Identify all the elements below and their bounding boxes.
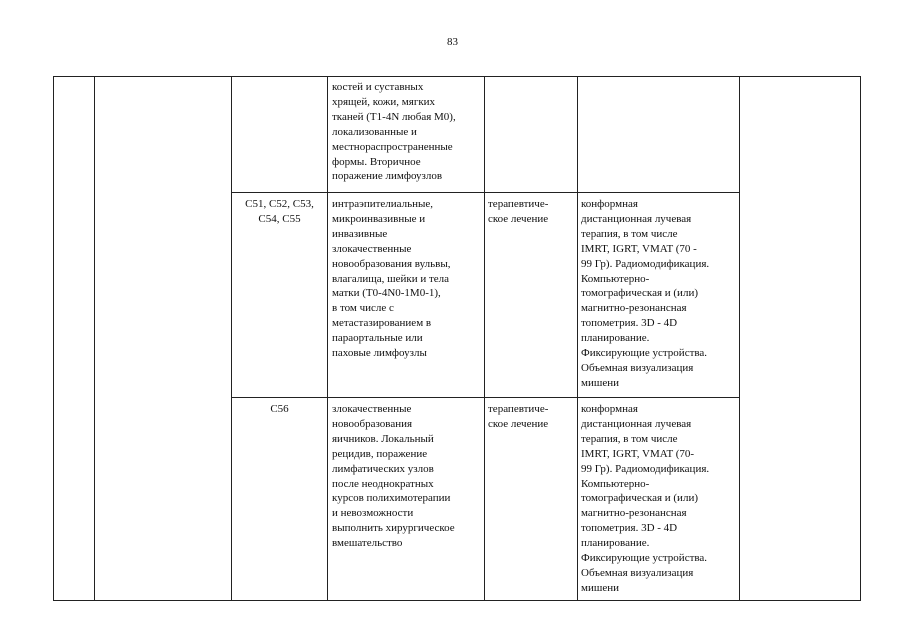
row0-diagnosis-line: хрящей, кожи, мягких — [332, 95, 436, 108]
row1-method-line: терапия, в том числе — [581, 227, 678, 240]
row1-treatment-cell — [488, 197, 548, 227]
row2-diagnosis-line: выполнить хирургическое — [332, 522, 455, 535]
row1-diagnosis-line: микроинвазивные и — [332, 212, 426, 225]
row1-method-line: томографическая и (или) — [581, 287, 698, 300]
row2-method-line: Фиксирующие устройства. — [581, 552, 708, 565]
row2-diagnosis-line: рецидив, поражение — [332, 447, 428, 460]
row1-method-line: IMRT, IGRT, VMAT (70 - — [581, 242, 697, 255]
row1-method-line: 99 Гр). Радиомодификация. — [581, 257, 710, 270]
row2-method-line: Компьютерно- — [581, 477, 650, 490]
row1-method-line: дистанционная лучевая — [581, 212, 692, 225]
row1-method-line: магнитно-резонансная — [581, 302, 687, 315]
row0-diagnosis-line: формы. Вторичное — [332, 155, 421, 168]
row2-diagnosis-cell — [332, 402, 455, 551]
row1-diagnosis-line: интраэпителиальные, — [332, 198, 434, 210]
row2-code-line: C56 — [270, 403, 289, 415]
row1-method-line: Компьютерно- — [581, 272, 650, 285]
row2-diagnosis-line: злокачественные — [332, 403, 412, 415]
row1-method-line: Фиксирующие устройства. — [581, 347, 708, 360]
row2-treatment-cell — [488, 402, 548, 432]
row1-diagnosis-cell — [332, 197, 450, 361]
row1-diagnosis-line: злокачественные — [332, 242, 412, 255]
row1-method-line: Объемная визуализация — [581, 361, 694, 374]
col-border-6 — [739, 76, 740, 601]
row0-diagnosis-line: тканей (Т1-4N любая М0), — [332, 110, 456, 123]
row1-method-line: планирование. — [581, 332, 650, 345]
col-border-4 — [484, 76, 485, 601]
row2-method-line: топометрия. 3D - 4D — [581, 522, 678, 535]
row2-method-cell — [581, 402, 709, 596]
row1-diagnosis-line: метастазированием в — [332, 317, 432, 330]
row1-codes-cell — [232, 197, 327, 227]
row2-method-line: Объемная визуализация — [581, 566, 694, 579]
row2-diagnosis-line: и невозможности — [332, 507, 414, 520]
row2-method-line: мишени — [581, 581, 619, 594]
row1-treatment-line: терапевтиче- — [488, 198, 549, 210]
row2-method-line: дистанционная лучевая — [581, 417, 692, 430]
row0-diagnosis-line: местнораспространенные — [332, 140, 453, 153]
page-number: 83 — [447, 36, 458, 48]
row2-method-line: магнитно-резонансная — [581, 507, 687, 520]
col-border-3 — [327, 76, 328, 601]
row2-treatment-line: терапевтиче- — [488, 403, 549, 415]
col-border-7 — [860, 76, 861, 601]
row1-treatment-line: ское лечение — [488, 212, 549, 225]
row1-code-line: C54, C55 — [258, 212, 301, 225]
row1-code-line: C51, C52, C53, — [245, 198, 314, 210]
row-divider-2 — [231, 397, 739, 398]
row2-method-line: 99 Гр). Радиомодификация. — [581, 462, 710, 475]
row1-method-cell — [581, 197, 709, 391]
row2-diagnosis-line: курсов полихимотерапии — [332, 492, 451, 505]
row0-diagnosis-line: поражение лимфоузлов — [332, 170, 443, 183]
row2-treatment-line: ское лечение — [488, 417, 549, 430]
row2-diagnosis-line: яичников. Локальный — [332, 432, 434, 445]
row1-method-line: конформная — [581, 198, 638, 210]
row1-method-line: мишени — [581, 376, 619, 389]
row2-method-line: IMRT, IGRT, VMAT (70- — [581, 447, 695, 460]
col-border-1 — [94, 76, 95, 601]
col-border-2 — [231, 76, 232, 601]
row2-codes-cell — [232, 402, 327, 417]
row2-diagnosis-line: после неоднократных — [332, 477, 434, 490]
row1-diagnosis-line: влагалища, шейки и тела — [332, 272, 450, 285]
row0-diagnosis-cell — [332, 80, 456, 184]
row1-diagnosis-line: новообразования вульвы, — [332, 257, 451, 270]
row2-diagnosis-line: новообразования — [332, 417, 413, 430]
row0-diagnosis-line: костей и суставных — [332, 81, 424, 93]
row1-method-line: топометрия. 3D - 4D — [581, 317, 678, 330]
row2-diagnosis-line: лимфатических узлов — [332, 462, 434, 475]
row-divider-1 — [231, 192, 739, 193]
row1-diagnosis-line: в том числе с — [332, 302, 394, 315]
row1-diagnosis-line: параортальные или — [332, 332, 423, 345]
row1-diagnosis-line: матки (Т0-4N0-1М0-1), — [332, 287, 441, 300]
row2-method-line: терапия, в том числе — [581, 432, 678, 445]
row0-diagnosis-line: локализованные и — [332, 125, 417, 138]
col-border-5 — [577, 76, 578, 601]
row2-diagnosis-line: вмешательство — [332, 537, 403, 550]
row2-method-line: томографическая и (или) — [581, 492, 698, 505]
row1-diagnosis-line: инвазивные — [332, 227, 388, 240]
row2-method-line: планирование. — [581, 537, 650, 550]
col-border-0 — [53, 76, 54, 601]
row1-diagnosis-line: паховые лимфоузлы — [332, 347, 427, 360]
row2-method-line: конформная — [581, 403, 638, 415]
